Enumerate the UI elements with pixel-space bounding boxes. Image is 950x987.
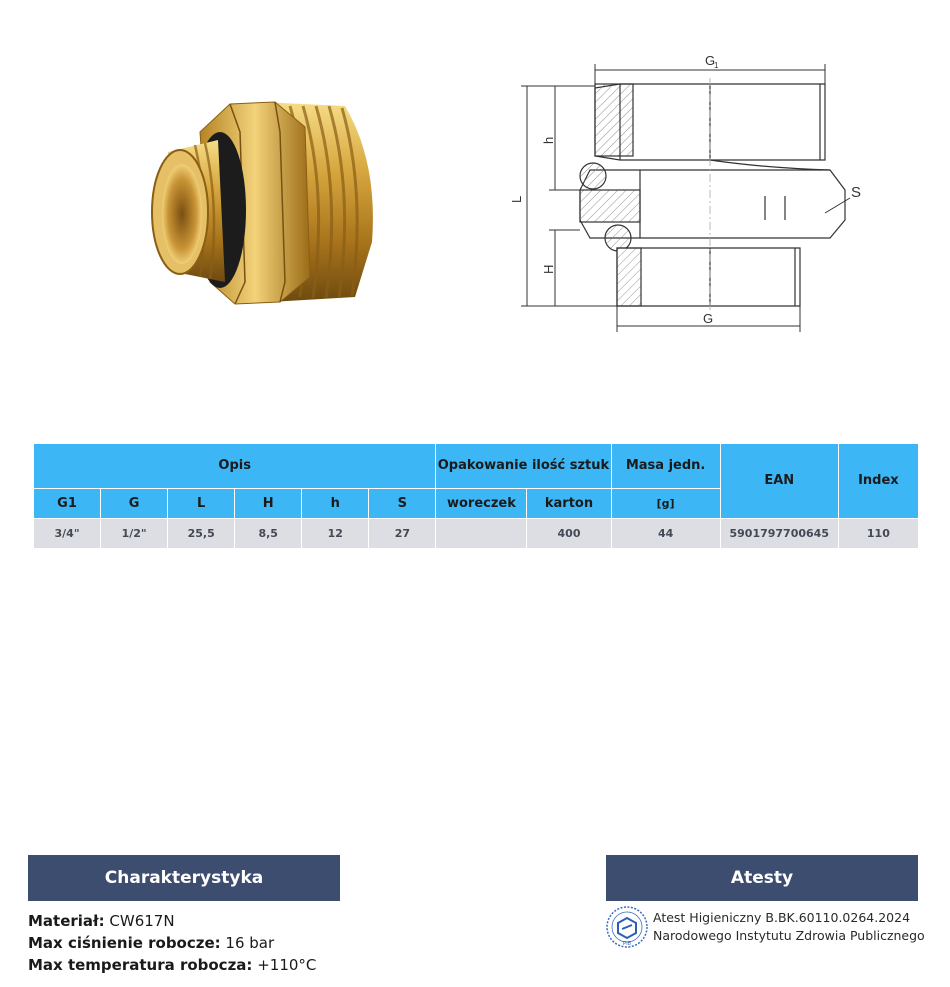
header-ean: EAN (720, 444, 838, 519)
subheader-masa-unit: [g] (611, 489, 720, 519)
header-opakowanie: Opakowanie ilość sztuk (436, 444, 611, 489)
cell-l: 25,5 (168, 519, 235, 549)
subheader-l: L (168, 489, 235, 519)
cell-index: 110 (838, 519, 918, 549)
table-row (34, 519, 919, 549)
cell-g1: 3/4" (34, 519, 101, 549)
subheader-h-lower: h (302, 489, 369, 519)
subheader-s: S (369, 489, 436, 519)
pzh-certificate-logo (605, 905, 649, 949)
property-temperature: Max temperatura robocza: +110°C (28, 956, 317, 974)
svg-text:PIB: PIB (622, 941, 632, 947)
subheader-karton: karton (527, 489, 611, 519)
header-masa: Masa jedn. (611, 444, 720, 489)
drawing-label-s: S (851, 184, 862, 201)
atest-entry (605, 905, 925, 953)
header-opis: Opis (34, 444, 436, 489)
atest-line-1: Atest Higieniczny B.BK.60110.0264.2024 (653, 910, 911, 925)
cell-masa: 44 (611, 519, 720, 549)
cell-karton: 400 (527, 519, 611, 549)
drawing-label-g1: G (705, 53, 716, 68)
subheader-h-upper: H (235, 489, 302, 519)
header-index: Index (838, 444, 918, 519)
drawing-label-h-upper: H (541, 264, 556, 274)
charakterystyka-list (28, 910, 316, 976)
drawing-label-h-lower: h (541, 136, 556, 144)
cell-g: 1/2" (101, 519, 168, 549)
cell-h-lower: 12 (302, 519, 369, 549)
subheader-g: G (101, 489, 168, 519)
technical-drawing (505, 48, 880, 343)
drawing-label-g1-sub: 1 (714, 61, 719, 70)
property-pressure: Max ciśnienie robocze: 16 bar (28, 934, 275, 952)
atest-line-2: Narodowego Instytutu Zdrowia Publicznego (653, 928, 925, 943)
subheader-g1: G1 (34, 489, 101, 519)
atest-text (653, 909, 925, 945)
atesty-heading: Atesty (606, 855, 918, 901)
charakterystyka-heading: Charakterystyka (28, 855, 340, 901)
subheader-woreczek: woreczek (436, 489, 527, 519)
product-photo (140, 92, 390, 312)
property-material: Materiał: CW617N (28, 912, 175, 930)
cell-woreczek (436, 519, 527, 549)
cell-h-upper: 8,5 (235, 519, 302, 549)
cell-s: 27 (369, 519, 436, 549)
drawing-label-l: L (509, 195, 524, 203)
drawing-label-g: G (703, 311, 714, 326)
spec-table (33, 443, 919, 549)
cell-ean: 5901797700645 (720, 519, 838, 549)
